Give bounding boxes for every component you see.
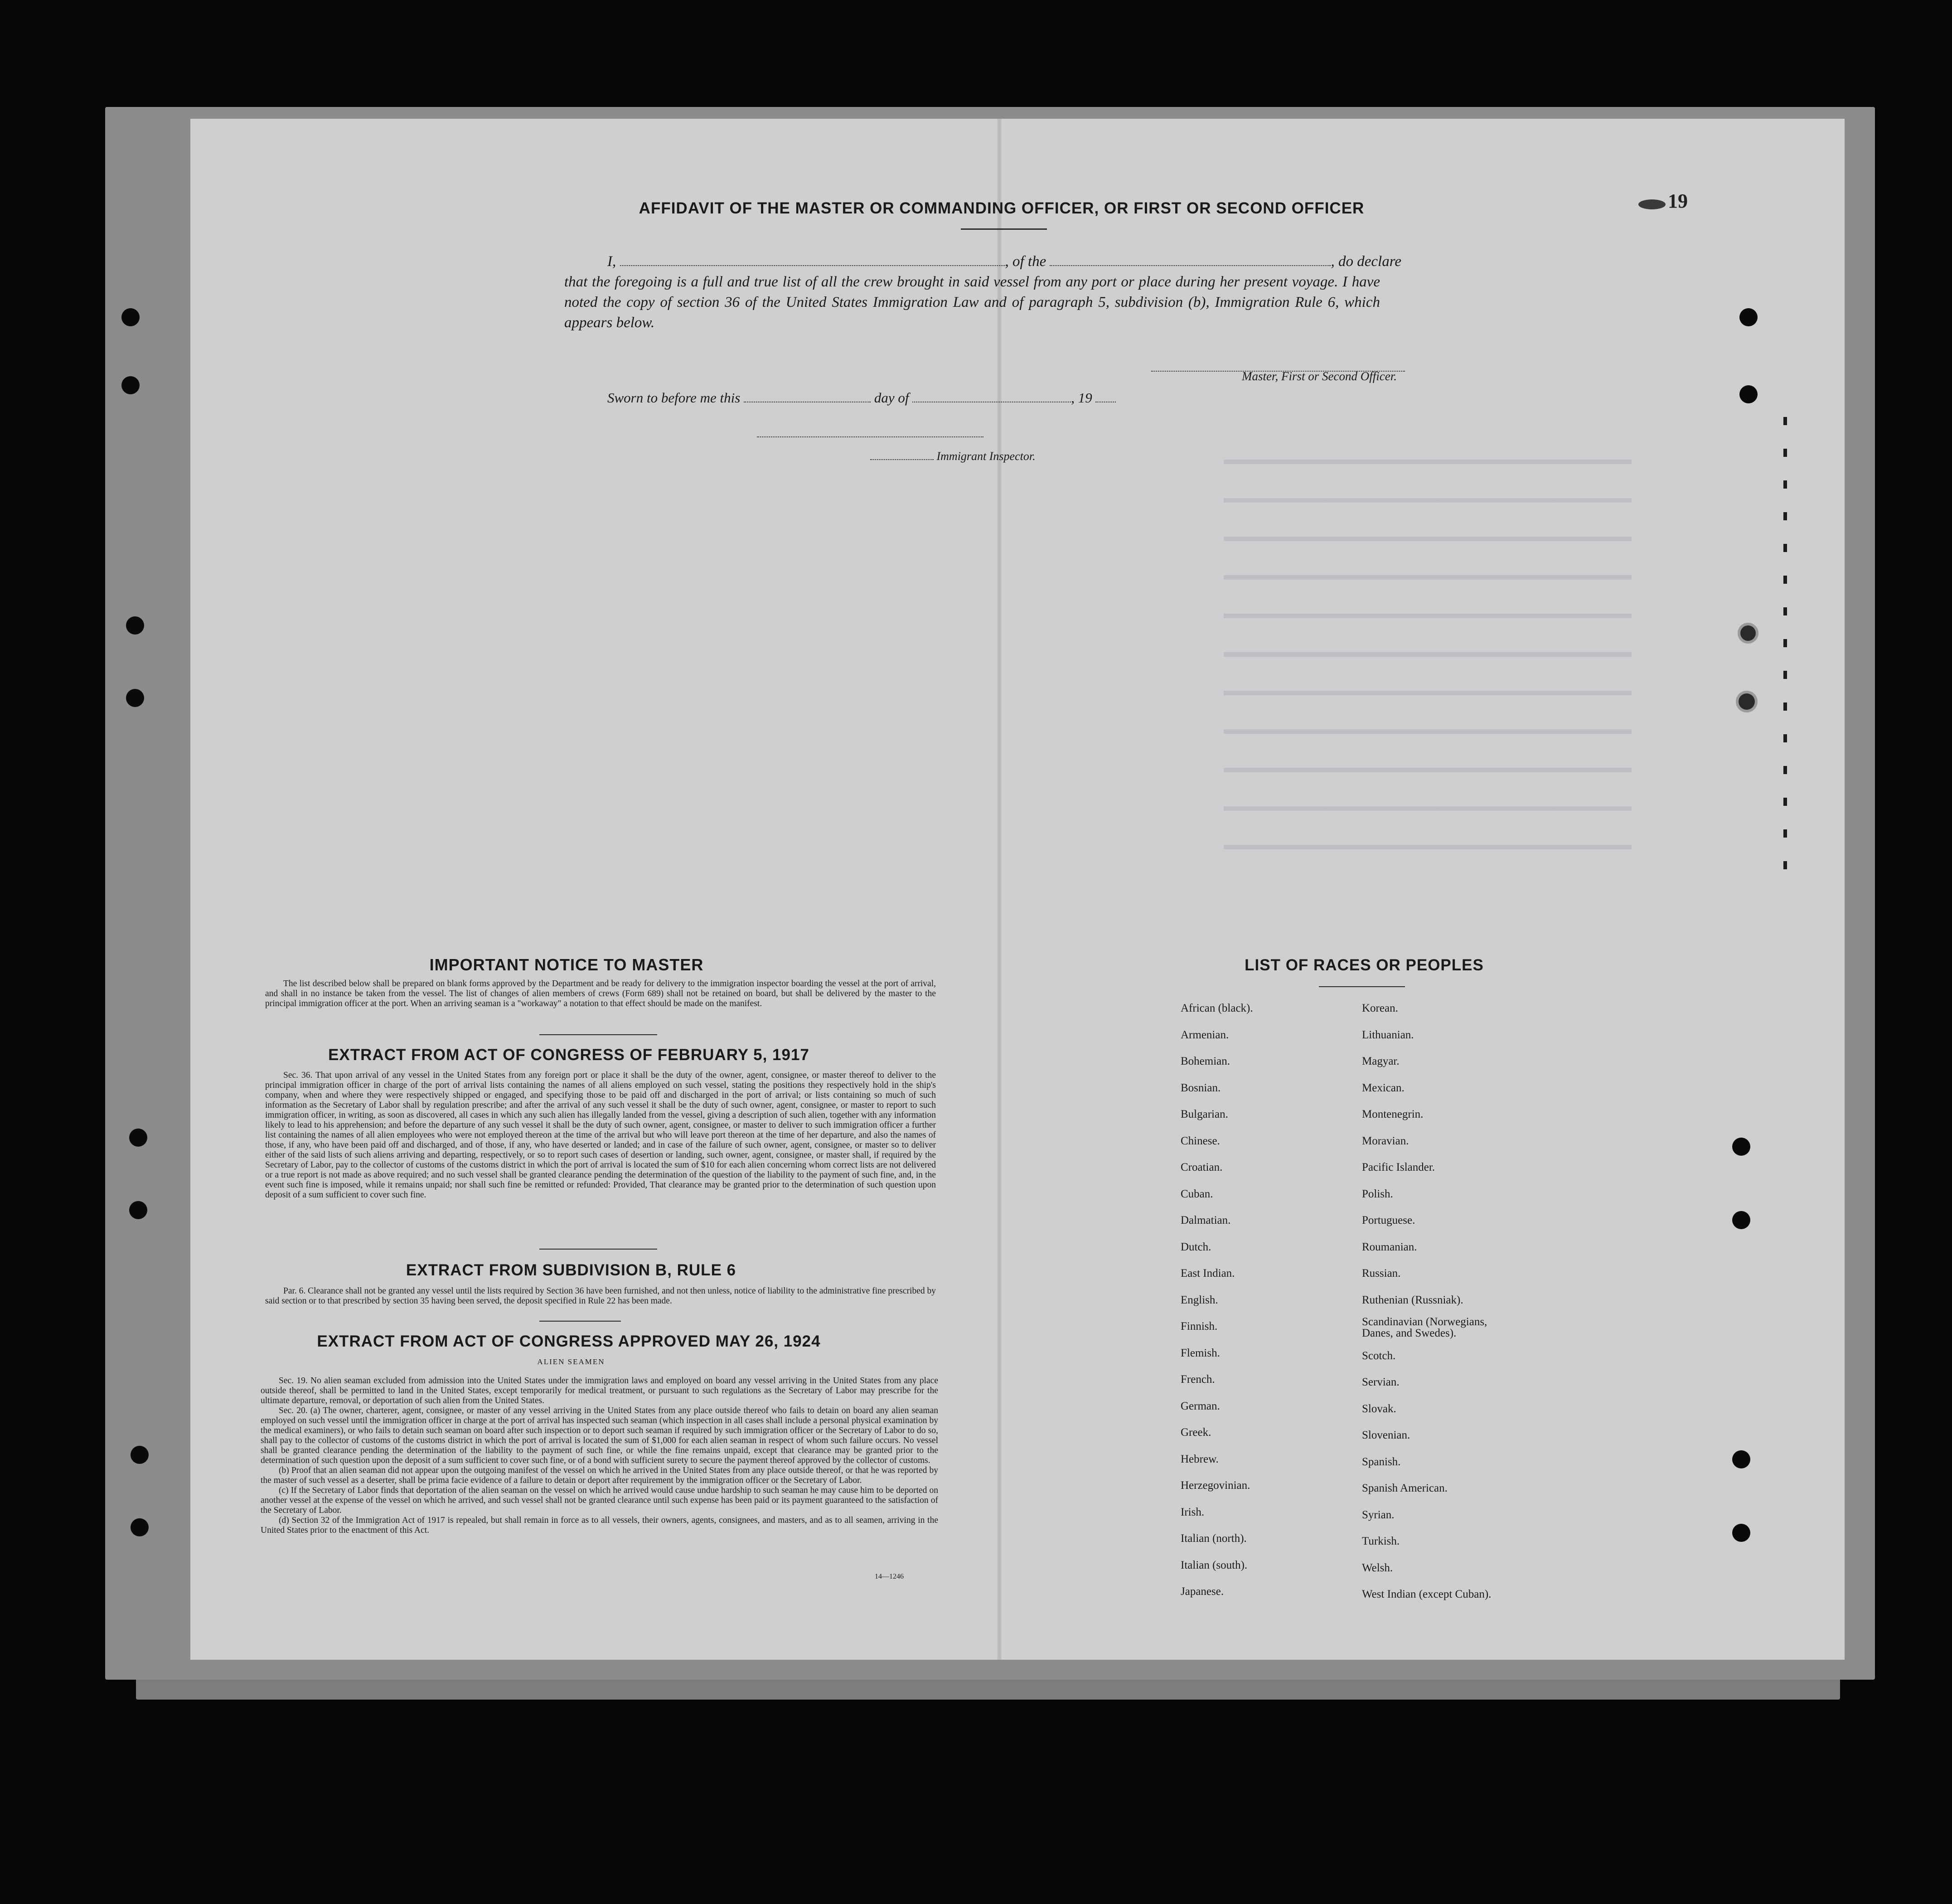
extract-rule6-paragraph: Par. 6. Clearance shall not be granted any vessel until the lists required by Section 36 have been furnished, and not then unless, notice of liability to the administrative fine prescribed by said section or to that prescribed by section 35 having been served, the deposit specified in Rule 22 has been made. bbox=[265, 1286, 936, 1306]
race-item: Korean. bbox=[1362, 1002, 1398, 1014]
race-item: Turkish. bbox=[1362, 1535, 1400, 1547]
punch-hole bbox=[1732, 1138, 1750, 1156]
extract-1924-subtitle: ALIEN SEAMEN bbox=[537, 1357, 605, 1366]
race-item: German. bbox=[1181, 1400, 1220, 1412]
race-item: Irish. bbox=[1181, 1506, 1205, 1518]
sworn-year-blank bbox=[1095, 389, 1116, 402]
race-item: Portuguese. bbox=[1362, 1214, 1415, 1226]
extract-1917-paragraph: Sec. 36. That upon arrival of any vessel in the United States from any foreign port or place it shall be the duty of the owner, agent, consignee, or master thereof to deliver to the principal immigration officer in charge of the port of arrival lists containing the names of all aliens employed on such vessel, stating the positions they respectively hold in the ship's company, when and where they were respectively shipped or engaged, and specifying those to be paid off and discharged in the port of arrival; or lists containing so much of such information as the Secretary of Labor shall by regulation prescribe; and after the arrival of any such vessel it shall be the duty of such owner, agent, consignee, or master to report to such immigration officer, in writing, as soon as discovered, all cases in which any such alien has illegally landed from the vessel, giving a description of such alien, together with any information likely to lead to his apprehension; and before the departure of any such vessel it shall be the duty of such owner, agent, consignee, or master to deliver to such immigration officer a further list containing the names of all alien employees who were not employed thereon at the time of the arrival but who will leave port thereon at the time of her departure, and also the names of those, if any, who have been paid off and discharged, and of those, if any, who have deserted or landed; and in case of the failure of such owner, agent, consignee, or master so to deliver either of the said lists of such aliens arriving and departing, respectively, or so to report such cases of desertion or landing, such owner, agent, consignee, or master shall, if required by the Secretary of Labor, pay to the collector of customs of the customs district in which the port of arrival is located the sum of $10 for each alien concerning whom correct lists are not delivered or a true report is not made as above required; and no such vessel shall be granted clearance pending the determination of the question of the liability to the payment of such fine, and, in the event such fine is imposed, while it remains unpaid; nor shall such fine be remitted or refunded: Provided, That clearance may be granted prior to the determination of such question upon deposit of a sum sufficient to cover such fine. bbox=[265, 1071, 936, 1200]
race-item: Croatian. bbox=[1181, 1161, 1223, 1173]
sec20c-paragraph: (c) If the Secretary of Labor finds that deportation of the alien seaman on the vessel on which he arrived would cause undue hardship to such seaman he may cause him to be deported on another vessel at the expense of the vessel on which he arrived, and such vessel shall not be granted clearance until such expense has been paid or its payment guaranteed to the satisfaction of the Secretary of Labor. bbox=[261, 1486, 938, 1515]
race-item: Russian. bbox=[1362, 1267, 1401, 1279]
punch-hole bbox=[121, 308, 140, 326]
master-name-blank bbox=[620, 252, 1005, 266]
page-fold bbox=[997, 119, 1002, 1660]
punch-hole bbox=[121, 376, 140, 394]
race-item: Moravian. bbox=[1362, 1134, 1409, 1147]
race-item: Slovenian. bbox=[1362, 1429, 1410, 1441]
divider bbox=[539, 1321, 621, 1322]
punch-hole bbox=[1739, 308, 1758, 326]
race-item: Mexican. bbox=[1362, 1081, 1405, 1094]
race-item: Italian (south). bbox=[1181, 1559, 1248, 1571]
inspector-dots bbox=[870, 446, 934, 460]
race-item: Hebrew. bbox=[1181, 1453, 1219, 1465]
extract-rule6-text bbox=[265, 1286, 936, 1306]
punch-hole bbox=[1732, 1211, 1750, 1229]
punch-hole bbox=[131, 1446, 149, 1464]
sworn-prefix: Sworn to before me this bbox=[607, 390, 741, 406]
race-item: Chinese. bbox=[1181, 1134, 1220, 1147]
sworn-day-of: day of bbox=[874, 390, 909, 406]
notice-title: IMPORTANT NOTICE TO MASTER bbox=[429, 955, 704, 974]
race-item: Welsh. bbox=[1362, 1561, 1393, 1574]
punch-hole bbox=[129, 1129, 147, 1147]
divider bbox=[1319, 986, 1405, 987]
race-item: Syrian. bbox=[1362, 1508, 1395, 1521]
inspector-signature-blank bbox=[757, 424, 983, 437]
punch-hole bbox=[126, 616, 144, 635]
race-item: Cuban. bbox=[1181, 1187, 1213, 1200]
affidavit-title: AFFIDAVIT OF THE MASTER OR COMMANDING OFFICER, OR FIRST OR SECOND OFFICER bbox=[639, 199, 1365, 217]
race-item: Pacific Islander. bbox=[1362, 1161, 1435, 1173]
sworn-month-blank bbox=[912, 389, 1071, 402]
affidavit-declare: , do declare bbox=[1331, 253, 1401, 270]
affidavit-paragraph: that the foregoing is a full and true list of all the crew brought in said vessel from any port or place during her present voyage. I have noted the copy of section 36 of the United States Immigration Law and of paragraph 5, subdivision (b), Immigration Rule 6, which appears below. bbox=[564, 274, 1380, 331]
race-item: Japanese. bbox=[1181, 1585, 1224, 1598]
race-item: Flemish. bbox=[1181, 1347, 1220, 1359]
race-item: Servian. bbox=[1362, 1376, 1400, 1388]
extract-1917-text bbox=[265, 1071, 936, 1200]
race-item: Ruthenian (Russniak). bbox=[1362, 1294, 1463, 1306]
punch-hole bbox=[1740, 625, 1756, 641]
race-item: Bosnian. bbox=[1181, 1081, 1221, 1094]
race-item: Magyar. bbox=[1362, 1055, 1400, 1067]
race-item: Polish. bbox=[1362, 1187, 1393, 1200]
sworn-year: , 19 bbox=[1071, 390, 1092, 406]
sec20d-paragraph: (d) Section 32 of the Immigration Act of 1917 is repealed, but shall remain in force as to all vessels, their owners, agents, consignees, and masters, and as to all seamen, arriving in the United States prior to the enactment of this Act. bbox=[261, 1516, 938, 1535]
race-item: Dutch. bbox=[1181, 1240, 1211, 1253]
race-item: Spanish American. bbox=[1362, 1482, 1448, 1494]
divider bbox=[961, 228, 1047, 230]
races-column-2 bbox=[1362, 995, 1552, 1608]
page-number: 19 bbox=[1668, 190, 1688, 212]
punch-hole bbox=[1732, 1450, 1750, 1468]
race-item: West Indian (except Cuban). bbox=[1362, 1588, 1492, 1600]
race-item: Lithuanian. bbox=[1362, 1028, 1414, 1041]
punch-hole bbox=[1739, 693, 1755, 710]
extract-1924-text bbox=[261, 1376, 938, 1536]
punch-hole bbox=[1739, 385, 1758, 403]
affidavit-of-the: , of the bbox=[1005, 253, 1046, 270]
race-item: French. bbox=[1181, 1373, 1215, 1386]
sworn-line bbox=[607, 389, 1116, 406]
affidavit-body bbox=[564, 252, 1401, 333]
races-title: LIST OF RACES OR PEOPLES bbox=[1245, 956, 1484, 974]
race-item: Dalmatian. bbox=[1181, 1214, 1231, 1226]
race-item: Spanish. bbox=[1362, 1455, 1401, 1468]
punch-hole bbox=[1732, 1524, 1750, 1542]
punch-hole bbox=[126, 689, 144, 707]
race-item: Armenian. bbox=[1181, 1028, 1229, 1041]
race-item: Roumanian. bbox=[1362, 1240, 1417, 1253]
extract-1924-title: EXTRACT FROM ACT OF CONGRESS APPROVED MAY 26, 1924 bbox=[317, 1332, 821, 1350]
sec20b-paragraph: (b) Proof that an alien seaman did not appear upon the outgoing manifest of the vessel on which he arrived in the United States from any place outside thereof, or that he was reported by the master of such vessel as a deserter, shall be prima facie evidence of a failure to detain or deport after requirement by the immigration officer or the Secretary of Labor. bbox=[261, 1466, 938, 1485]
bleed-through-text bbox=[1224, 444, 1632, 852]
race-item: Montenegrin. bbox=[1362, 1108, 1424, 1120]
race-item: Greek. bbox=[1181, 1426, 1211, 1439]
race-item: Herzegovinian. bbox=[1181, 1479, 1250, 1492]
sec19-paragraph: Sec. 19. No alien seaman excluded from admission into the United States under the immigration laws and employed on board any vessel arriving in the United States from any place outside thereof, shall be permitted to land in the United States, except temporarily for medical treatment, or pursuant to such regulations as the Secretary of Labor may prescribe for the ultimate departure, removal, or deportation of such alien from the United States. bbox=[261, 1376, 938, 1405]
races-column-1 bbox=[1181, 995, 1339, 1605]
extract-rule6-title: EXTRACT FROM SUBDIVISION B, RULE 6 bbox=[406, 1261, 736, 1279]
race-item: Scandinavian (Norwegians, Danes, and Swedes). bbox=[1362, 1316, 1487, 1339]
master-signature-label: Master, First or Second Officer. bbox=[1242, 369, 1397, 383]
inspector-label: Immigrant Inspector. bbox=[936, 450, 1036, 463]
punch-hole bbox=[131, 1518, 149, 1536]
race-item: Bohemian. bbox=[1181, 1055, 1230, 1067]
sec20a-paragraph: Sec. 20. (a) The owner, charterer, agent, consignee, or master of any vessel arriving in the United States from any place outside thereof who fails to detain on board any alien seaman employed on such vessel until the immigration officer in charge at the port of arrival has inspected such seaman (which inspection in all cases shall include a personal physical examination by the medical examiners), or who fails to detain such seaman on board after such inspection or to deport such seaman if required by such immigration officer or the Secretary of Labor to do so, shall pay to the collector of customs of the customs district in which the port of arrival is located the sum of $1,000 for each alien seaman in respect of whom such failure occurs. No vessel shall be granted clearance pending the determination of the liability to the payment of such fine, or while the fine remains unpaid, except that clearance may be granted prior to the determination of such question upon the deposit of a sum sufficient to cover such fine, or of a bond with sufficient surety to secure the payment thereof approved by the collector of customs. bbox=[261, 1406, 938, 1465]
margin-mark bbox=[1783, 417, 1787, 870]
notice-text bbox=[265, 979, 936, 1009]
race-item: African (black). bbox=[1181, 1002, 1253, 1014]
form-number: 14—1246 bbox=[875, 1573, 904, 1580]
ink-smudge bbox=[1638, 199, 1666, 209]
affidavit-i: I, bbox=[607, 253, 616, 270]
race-item: Finnish. bbox=[1181, 1320, 1218, 1332]
race-item: Italian (north). bbox=[1181, 1532, 1247, 1545]
notice-paragraph: The list described below shall be prepared on blank forms approved by the Department and be ready for delivery to the immigration inspector boarding the vessel at the port of arrival, and shall in no instance be taken from the vessel. The list of changes of alien members of crews (Form 689) shall not be retained on board, but shall be delivered by the master to the principal immigration officer at the port. When an arriving seaman is a "workaway" a notation to that effect should be made on the manifest. bbox=[265, 979, 936, 1008]
race-item: Slovak. bbox=[1362, 1402, 1396, 1415]
race-item: English. bbox=[1181, 1294, 1218, 1306]
race-item: East Indian. bbox=[1181, 1267, 1235, 1279]
sworn-date-blank bbox=[744, 389, 871, 402]
divider bbox=[539, 1249, 657, 1250]
divider bbox=[539, 1034, 657, 1035]
punch-hole bbox=[129, 1201, 147, 1219]
race-item: Scotch. bbox=[1362, 1349, 1396, 1362]
vessel-name-blank bbox=[1050, 252, 1331, 266]
race-item: Bulgarian. bbox=[1181, 1108, 1228, 1120]
inspector-line bbox=[870, 446, 1036, 463]
extract-1917-title: EXTRACT FROM ACT OF CONGRESS OF FEBRUARY 5, 1917 bbox=[328, 1046, 809, 1064]
